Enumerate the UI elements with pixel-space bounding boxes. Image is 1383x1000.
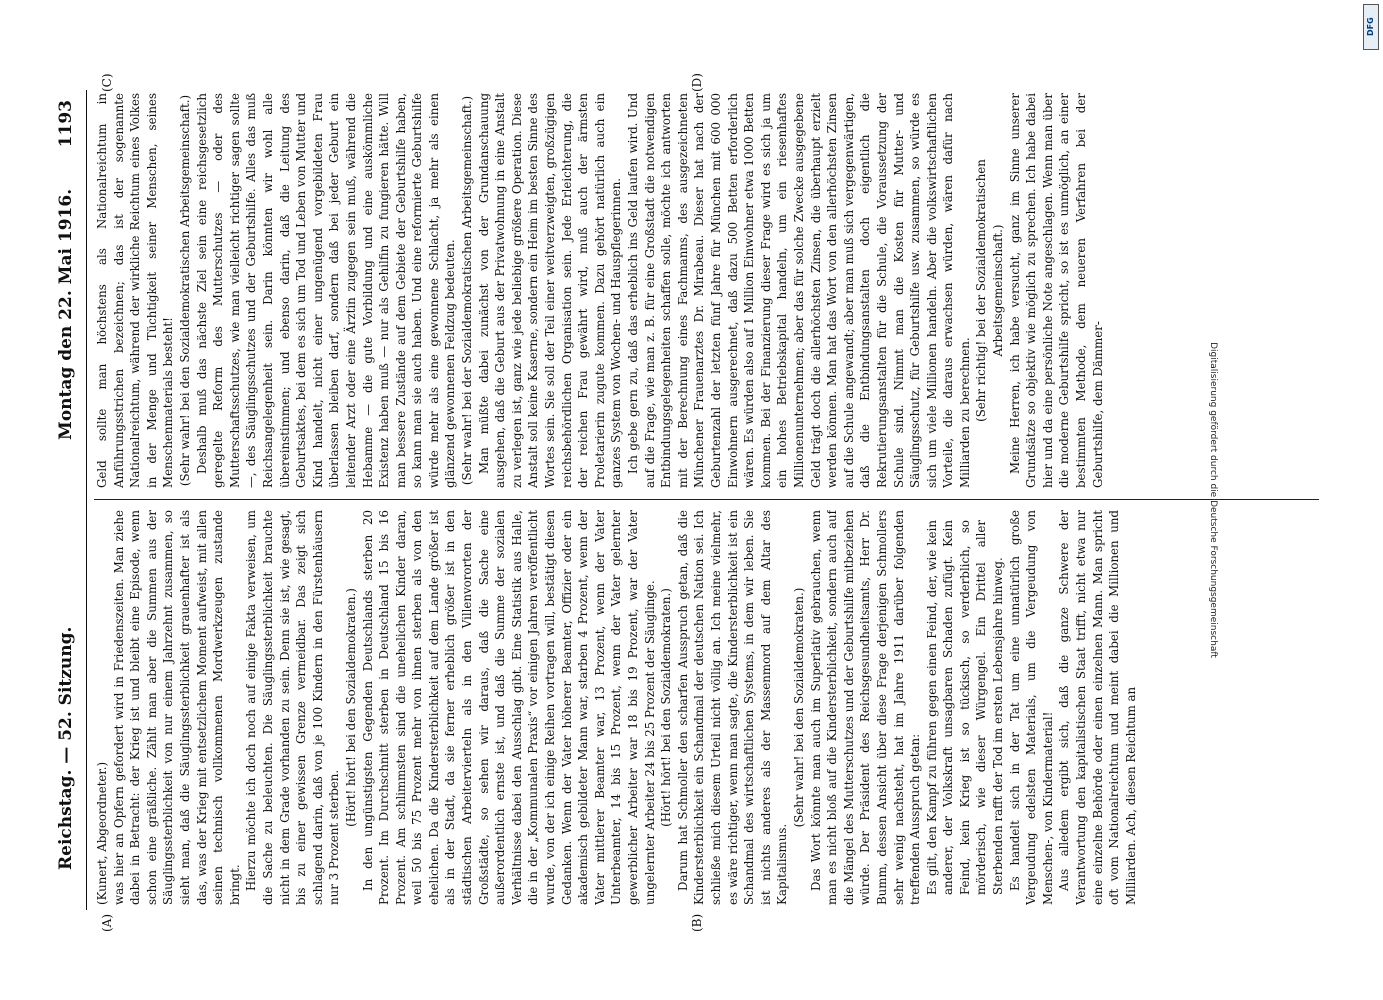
left-column-paragraph: (Hört! hört! bei den Sozialdemokraten.) — [658, 588, 673, 827]
page-header — [56, 90, 86, 910]
right-column-paragraph: Ich gebe gern zu, daß das erheblich ins Geld laufen wird. Und auf die Frage, wie man z. B. für eine Großstadt die notwendigen Entbindungsgelegenheiten schaffen solle, möchte ich antworten mit der Berechnung eines Fachmanns, des ausgezeichneten Münchener Frauenarztes Dr. Mirabeau. Dieser hat nach der Geburtenzahl der letzten fünf Jahre für München mit 600 000 Einwohnern ausgerechnet, daß dazu 500 Betten erforderlich wären. Es würden also auf 1 Million Einwohner etwa 1000 Betten kommen. Bei der Finanzierung dieser Frage wird es sich ja um ein hohes Betriebskapital handeln, um ein riesenhaftes Millionenunternehmen; aber das für solche Zwecke ausgegebene Geld trägt doch die allerhöchsten Zinsen, die überhaupt erzielt werden können. Man hat das Wort von den allerhöchsten Zinsen auf die Schule angewandt; aber man muß sich vergegenwärtigen, daß die Entbindungsanstalten doch eigentlich die Rekrutierungsanstalten für die Schule, die Voraussetzung der Schule sind. Nimmt man die Kosten für Mutter- und Säuglingsschutz, für Geburtshilfe usw. zusammen, so würde es sich um viele Millionen handeln. Aber die volkswirtschaftlichen Vorteile, die daraus erwachsen würden, wären dafür nach Milliarden zu berechnen. — [625, 93, 972, 488]
right-column-paragraph: Meine Herren, ich habe versucht, ganz im Sinne unserer Grundsätze so objektiv wie möglich zu sprechen. Ich habe dabei hier und da eine persönliche Note angeschlagen. Wenn man über die moderne Geburtshilfe spricht, so ist es unmöglich, an einer bestimmten Methode, dem neueren Verfahren bei der Geburtshilfe, dem Dämmer- — [1007, 93, 1105, 488]
right-column-paragraph: Deshalb muß das nächste Ziel sein eine reichsgesetzlich geregelte Reform des Mutterschutzes — oder des Mutterschaftsschutzes, wie man vielleicht richtiger sagen sollte —, des Säuglingsschutzes und der Geburtshilfe. Alles das muß Reichsangelegenheit sein. Darin könnten wir wohl alle übereinstimmen; und ebenso darin, daß die Leitung des Geburtsaktes, bei dem es sich um Tod und Leben von Mutter und Kind handelt, nicht einer ungenügend vorgebildeten Frau überlassen bleiben darf, sondern daß bei jeder Geburt ein leitender Arzt oder eine Ärztin zugegen sein muß, während die Hebamme — die gute Vorbildung und eine auskömmliche Existenz haben muß — nur als Gehilfin zu fungieren hätte. Will man bessere Zustände auf dem Gebiete der Geburtshilfe haben, so kann man sie auch haben. Und eine reformierte Geburtshilfe würde mehr als eine gewonnene Schlacht, ja mehr als einen glänzend gewonnenen Feldzug bedeuten. — [194, 93, 457, 488]
left-column — [94, 510, 1319, 905]
left-column-paragraph: Aus alledem ergibt sich, daß die ganze Schwere der Verantwortung den kapitalistischen Staat trifft, nicht etwa nur eine einzelne Behörde oder einen einzelnen Mann. Man spricht oft vom Nationalreichtum und meint dabei die Millionen und Milliarden. Ach, diesen Reichtum an — [1056, 510, 1138, 905]
left-column-paragraph: Es gilt, den Kampf zu führen gegen einen Feind, der, wie kein anderer, der Volkskraft unsagbaren Schaden zufügt. Kein Feind, kein Krieg ist so tückisch, so verderblich, so mörderisch, wie dieser Würgengel. Ein Drittel aller Sterbenden rafft der Tod im ersten Lebensjahre hinweg. — [924, 520, 1005, 895]
funding-note: Digitalisierung gefördert durch die Deutsche Forschungsgemeinschaft — [1208, 342, 1219, 658]
header-session: Reichstag. — 52. Sitzung. — [55, 626, 76, 870]
left-column-paragraph: (Sehr wahr! bei den Sozialdemokraten.) — [791, 587, 806, 828]
margin-marker-c: (C) — [99, 73, 114, 92]
margin-marker-a: (A) — [99, 913, 114, 932]
dfg-logo: DFG — [1363, 4, 1379, 50]
right-column-paragraph: (Sehr wahr! bei den Sozialdemokratischen Arbeitsgemeinschaft.) — [177, 94, 192, 487]
margin-marker-d: (D) — [689, 73, 704, 92]
right-column-paragraph: Geld sollte man höchstens als Nationalreichtum in Anführungsstrichen bezeichnen; das ist der sogenannte Nationalreichtum, während der wirkliche Reichtum eines Volkes in der Menge und Tüchtigkeit seiner Menschen, seines Menschenmaterials besteht! — [94, 93, 175, 488]
left-column-paragraph: In den ungünstigsten Gegenden Deutschlands sterben 20 Prozent. Im Durchschnitt sterben in Deutschland 15 bis 16 Prozent. Am schlimmsten sind die unehelichen Kinder daran, weil 50 bis 75 Prozent mehr von ihnen sterben als von den ehelichen. Da die Kindersterblichkeit auf dem Lande größer ist als in der Stadt, da sie ferner erheblich größer ist in den städtischen Arbeitervierteln als in den Villenvororten der Großstädte, so sehen wir daraus, daß die Sache eine außerordentlich ernste ist, und daß die Summe der sozialen Verhältnisse dabei den Ausschlag gibt. Eine Statistik aus Halle, die in der „Kommunalen Praxis“ vor einigen Jahren veröffentlicht wurde, von der ich einige Reihen vortragen will, bestätigt diesen Gedanken. Wenn der Vater höherer Beamter, Offizier oder ein akademisch gebildeter Mann war, starben 4 Prozent, wenn der Vater mittlerer Beamter war, 13 Prozent, wenn der Vater Unterbeamter, 14 bis 15 Prozent, wenn der Vater gelernter gewerblicher Arbeiter war 18 bis 19 Prozent, war der Vater ungelernter Arbeiter 24 bis 25 Prozent der Säuglinge. — [360, 510, 657, 905]
left-column-paragraph: Es handelt sich in der Tat um eine unnatürlich große Vergeudung edelsten Materials, um die Vergeudung von Menschen-, von Kindermaterial! — [1007, 510, 1055, 905]
right-column — [94, 93, 1319, 488]
header-rule — [86, 90, 87, 910]
left-column-paragraph: Das Wort könnte man auch im Superlativ gebrauchen, wenn man es nicht bloß auf die Kindersterblichkeit, sondern auch auf die Mängel des Mutterschutzes und der Geburtshilfe mitbeziehen würde. Der Präsident des Reichsgesundheitsamts, Herr Dr. Bumm, dessen Ansicht über diese Frage derjenigen Schmollers sehr wenig nachsteht, hat im Jahre 1911 darüber folgenden treffenden Ausspruch getan: — [808, 510, 922, 905]
document-page — [42, 50, 1342, 950]
left-column-paragraph: Darum hat Schmoller den scharfen Ausspruch getan, daß die Kindersterblichkeit ein Schandmal der deutschen Nation sei. Ich schließe mich diesem Urteil nicht völlig an. Ich meine vielmehr, es wäre richtiger, wenn man sagte, die Kindersterblichkeit ist ein Schandmal des wirtschaftlichen Systems, in dem wir leben. Sie ist nichts anderes als der Massenmord auf dem Altar des Kapitalismus. — [675, 510, 789, 905]
right-column-paragraph: (Sehr richtig! bei der Sozialdemokratischen Arbeitsgemeinschaft.) — [973, 159, 1005, 422]
left-column-paragraph: (Hört! hört! bei den Sozialdemokraten.) — [343, 588, 358, 827]
page-number: 1193 — [55, 100, 76, 148]
column-divider — [94, 499, 1319, 500]
left-column-paragraph: was hier an Opfern gefordert wird in Friedenszeiten. Man ziehe dabei in Betracht: der Krieg ist und bleibt eine Episode, wenn schon eine gräßliche. Zählt man aber die Summen aus der Säuglingssterblichkeit von nur einem Jahrzehnt zusammen, so sieht man, daß die Säuglingssterblichkeit grauenhafter ist als das, was der Krieg mit entsetzlichem Moment aufweist, mit allen seinen technisch vollkommenen Mordwerkzeugen zustande bringt. — [111, 510, 242, 905]
left-column-paragraph: Hierzu möchte ich doch noch auf einige Fakta verweisen, um die Sache zu beleuchten. Die Säuglingssterblichkeit brauchte nicht in dem Grade vorhanden zu sein. Denn sie ist, wie gesagt, bis zu einer gewissen Grenze vermeidbar. Das zeigt sich schlagend darin, daß von je 100 Kindern in den Fürstenhäusern nur 3 Prozent sterben. — [243, 510, 341, 905]
left-column-paragraph: (Kunert, Abgeordneter.) — [94, 761, 109, 905]
right-column-paragraph: Man müßte dabei zunächst von der Grundanschauung ausgehen, daß die Geburt aus der Privatwohnung in eine Anstalt zu verlegen ist, ganz wie jede beliebige größere Operation. Diese Anstalt soll keine Kaserne, sondern ein Heim im besten Sinne des Wortes sein. Sie soll der Teil einer weitverzweigten, großzügigen reichsbehördlichen Organisation sein. Jede Erleichterung, die der reichen Frau gewährt wird, muß auch der ärmsten Proletarierin zugute kommen. Dazu gehört natürlich auch ein ganzes System von Wochen- und Hauspflegerinnen. — [476, 93, 623, 488]
margin-marker-b: (B) — [689, 913, 704, 932]
header-date: Montag den 22. Mai 1916. — [55, 188, 76, 440]
right-column-paragraph: (Sehr wahr! bei der Sozialdemokratischen Arbeitsgemeinschaft.) — [459, 95, 474, 486]
